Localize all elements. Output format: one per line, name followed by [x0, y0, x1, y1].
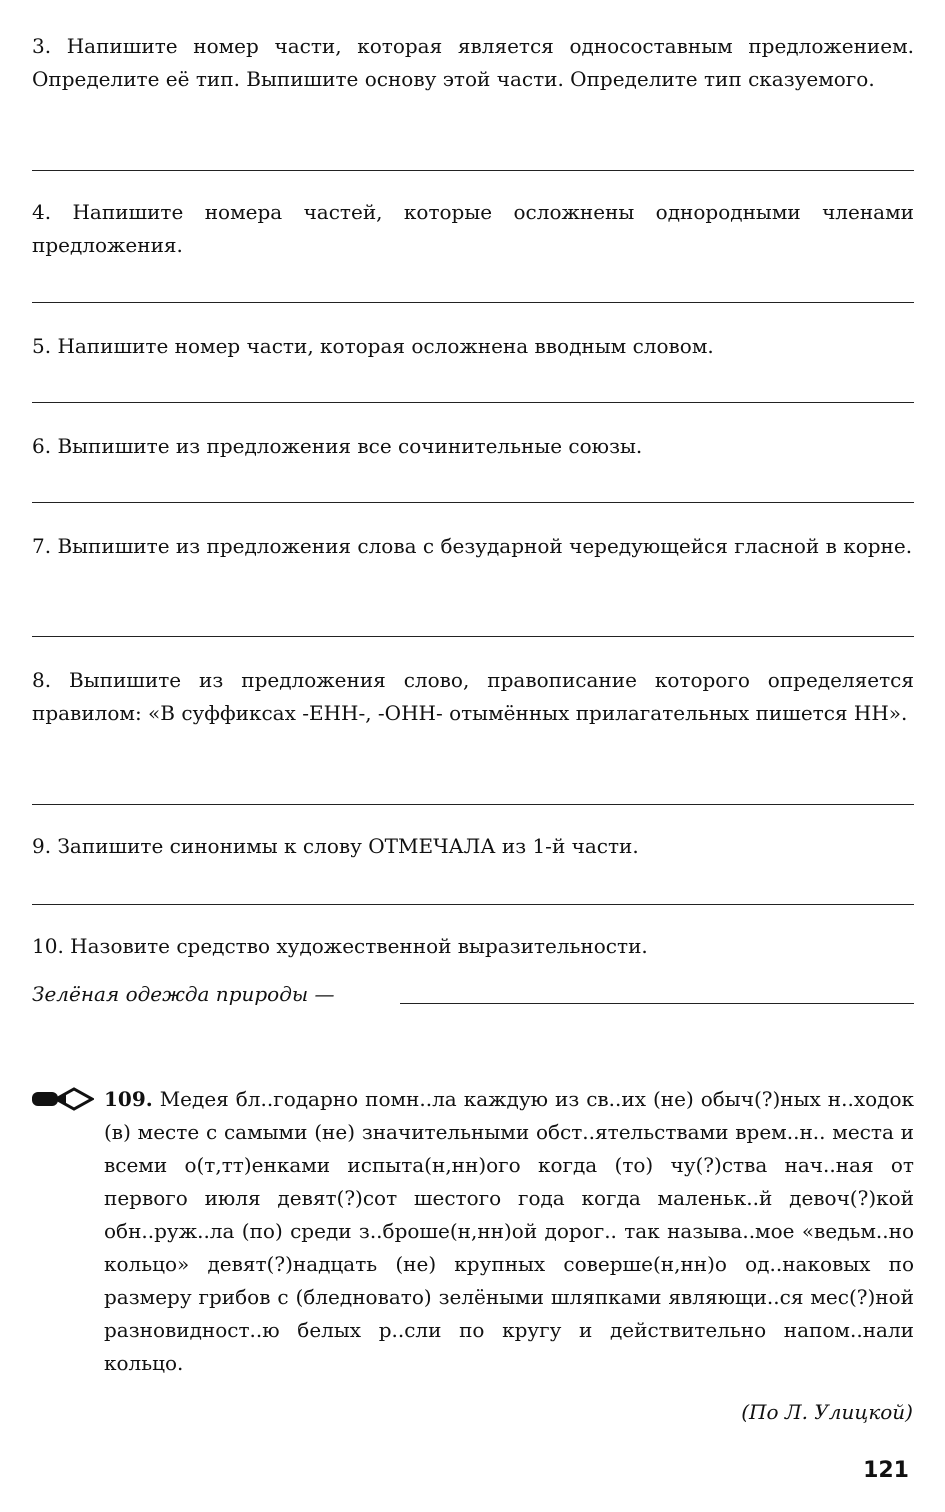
task-10: 10. Назовите средство художественной выразительности. [32, 934, 648, 958]
answer-line-7[interactable] [32, 636, 914, 637]
task-8: 8. Выпишите из предложения слово, правописание которого определяется правилом: «В суффиксах -ЕНН-, -ОНН- отымённых прилагательных пишется НН». [32, 668, 914, 725]
task-7: 7. Выпишите из предложения слова с безударной чередующейся гласной в корне. [32, 534, 913, 558]
exercise-109 [104, 1083, 914, 1380]
task-6: 6. Выпишите из предложения все сочинительные союзы. [32, 434, 643, 458]
answer-line-8[interactable] [32, 804, 914, 805]
task-3: 3. Напишите номер части, которая является односоставным предложением. Определите её тип. Выпишите основу этой части. Определите тип сказуемого. [32, 34, 914, 91]
answer-line-5[interactable] [32, 402, 914, 403]
answer-line-4[interactable] [32, 302, 914, 303]
task-4: 4. Напишите номера частей, которые осложнены однородными членами предложения. [32, 200, 914, 257]
answer-line-3[interactable] [32, 170, 914, 171]
page-number: 121 [863, 1458, 909, 1483]
answer-line-6[interactable] [32, 502, 914, 503]
answer-line-9[interactable] [32, 904, 914, 905]
pointing-hand-icon [30, 1087, 94, 1111]
task-5: 5. Напишите номер части, которая осложнена вводным словом. [32, 334, 714, 358]
task-10-phrase: Зелёная одежда природы — [32, 982, 335, 1006]
exercise-source: (По Л. Улицкой) [741, 1400, 913, 1424]
answer-line-10[interactable] [400, 1003, 914, 1004]
exercise-number: 109. [104, 1087, 153, 1111]
exercise-text: Медея бл..годарно помн..ла каждую из св..их (не) обыч(?)ных н..ходок (в) месте с самыми (не) значительными обст..ятельствами врем..н.. места и всеми о(т,тт)енками испыта(н,нн)ого когда (то) чу(?)ства нач..ная от первого июля девят(?)сот шестого года когда маленьк..й девоч(?)кой обн..руж..ла (по) среди з..броше(н,нн)ой дорог.. так называ..мое «ведьм..но кольцо» девят(?)надцать (не) крупных соверше(н,нн)о од..наковых по размеру грибов с (бледновато) зелёными шляпками являющи..ся мес(?)ной разновидност..ю белых р..сли по кругу и действительно напом..нали кольцо. [104, 1087, 914, 1375]
task-9: 9. Запишите синонимы к слову ОТМЕЧАЛА из 1-й части. [32, 834, 639, 858]
